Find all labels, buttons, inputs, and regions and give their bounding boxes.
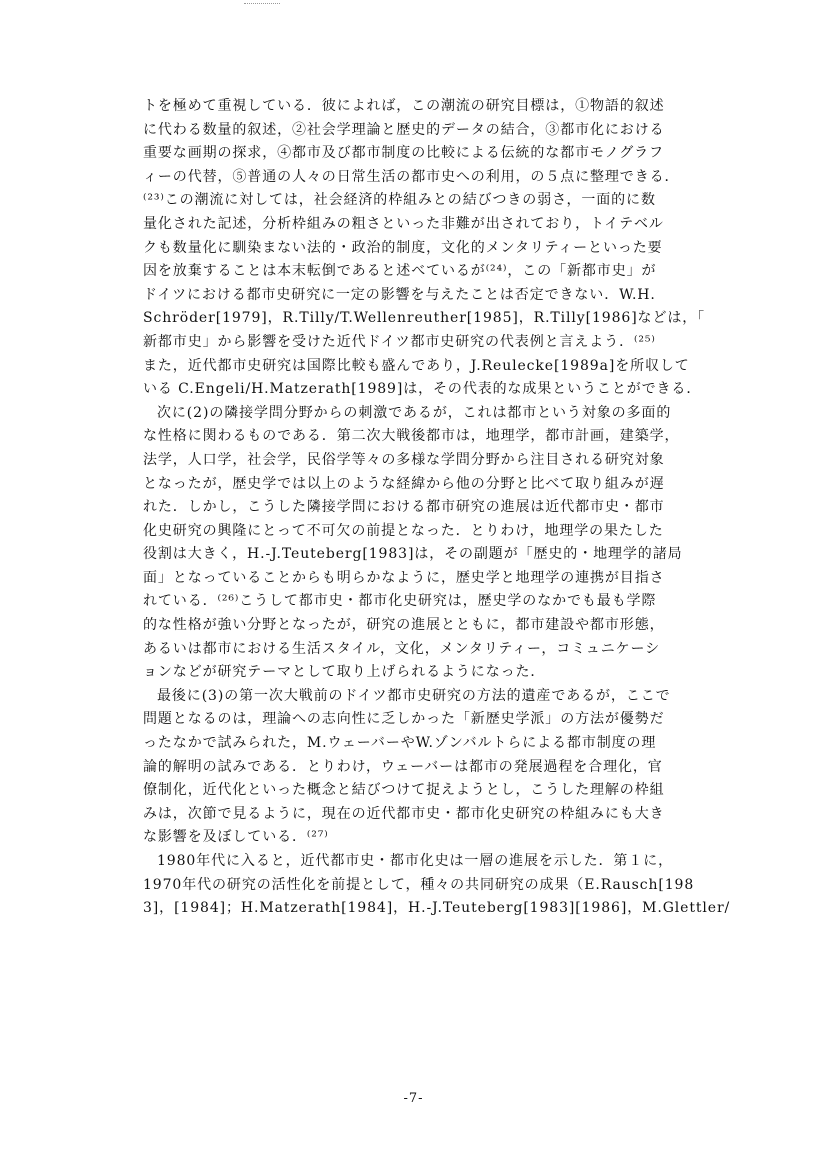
text-line: ったなかで試みられた，M.ウェーバーやW.ゾンバルトらによる都市制度の理 [143,735,657,752]
text-line: ョンなどが研究テーマとして取り上げられるようになった． [143,664,546,681]
text-line: 因を放棄することは本末転倒であると述べているが⁽²⁴⁾，この「新都市史」が [143,263,657,280]
text-line: に代わる数量的叙述，②社会学理論と歴史的データの結合，③都市化における [143,121,665,138]
paragraph-start-line: 次に(2)の隣接学問分野からの刺激であるが，これは都市という対象の多面的 [157,404,672,421]
text-line: Schröder[1979]，R.Tilly/T.Wellenreuther[1985]，R.Tilly[1986]などは，「 [143,310,706,327]
text-line: 1970年代の研究の活性化を前提として，種々の共同研究の成果（E.Rausch[198 [143,876,695,893]
text-line: 化史研究の興隆にとって不可欠の前提となった．とりわけ，地理学の果たした [143,522,664,539]
text-line: な性格に関わるものである．第二次大戦後都市は，地理学，都市計画，建築学， [143,428,680,445]
paragraph-start-line: 1980年代に入ると，近代都市史・都市化史は一層の進展を示した．第１に， [157,853,674,869]
text-line: 問題となるのは，理論への志向性に乏しかった「新歴史学派」の方法が優勢だ [143,711,665,728]
text-line: 新都市史」から影響を受けた近代ドイツ都市史研究の代表例と言えよう．⁽²⁵⁾ [143,333,656,350]
text-line: 論的解明の試みである．とりわけ，ウェーバーは都市の発展過程を合理化，官 [143,758,663,775]
page-number: -7- [403,1091,424,1106]
text-line: ィーの代替，⑤普通の人々の日常生活の都市史への利用，の５点に整理できる． [143,168,680,185]
text-line: となったが，歴史学では以上のような経緯から他の分野と比べて取り組みが遅 [143,475,665,492]
text-line: 面」となっていることからも明らかなように，歴史学と地理学の連携が目指さ [143,569,665,586]
text-line: あるいは都市における生活スタイル，文化，メンタリティー，コミュニケーシ [143,640,661,657]
text-line: クも数量化に馴染まない法的・政治的制度，文化的メンタリティーといった要 [143,239,663,256]
text-line: 3]，[1984]；H.Matzerath[1984]，H.-J.Teuteberg[1983][1986]，M.Glettler/ [143,900,731,917]
paragraph-start-line: 最後に(3)の第一次大戦前のドイツ都市史研究の方法的遺産であるが，ここで [157,687,671,704]
text-line: れている．⁽²⁶⁾こうして都市史・都市化史研究は，歴史学のなかでも最も学際 [143,593,657,610]
document-body [143,95,748,921]
text-line: 重要な画期の探求，④都市及び都市制度の比較による伝統的な都市モノグラフ [143,145,664,162]
text-line: 役割は大きく，H.-J.Teuteberg[1983]は，その副題が「歴史的・地理学的諸局 [143,546,683,563]
text-line: 法学，人口学，社会学，民俗学等々の多様な学問分野から注目される研究対象 [143,451,665,468]
text-line: れた．しかし，こうした隣接学問における都市研究の進展は近代都市史・都市 [143,499,665,516]
text-line: な影響を及ぼしている．⁽²⁷⁾ [143,829,329,846]
text-line: みは，次節で見るように，現在の近代都市史・都市化史研究の枠組みにも大き [143,805,665,822]
text-line: また，近代都市史研究は国際比較も盛んであり，J.Reulecke[1989a]を所収して [143,357,690,374]
text-line: ドイツにおける都市史研究に一定の影響を与えたことは否定できない．W.H. [143,286,656,303]
text-line: いる C.Engeli/H.Matzerath[1989]は，その代表的な成果ということができる． [143,381,702,398]
scan-artifact [244,3,280,8]
text-line: トを極めて重視している．彼によれば，この潮流の研究目標は，①物語的叙述 [143,98,665,114]
text-line: 量化された記述，分析枠組みの粗さといった非難が出されており，トイテベル [143,215,664,232]
text-line: 僚制化，近代化といった概念と結びつけて捉えようとし，こうした理解の枠組 [143,782,665,799]
text-line: ⁽²³⁾この潮流に対しては，社会経済的枠組みとの結びつきの弱さ，一面的に数 [143,192,656,209]
text-line: 的な性格が強い分野となったが，研究の進展とともに，都市建設や都市形態， [143,617,665,634]
